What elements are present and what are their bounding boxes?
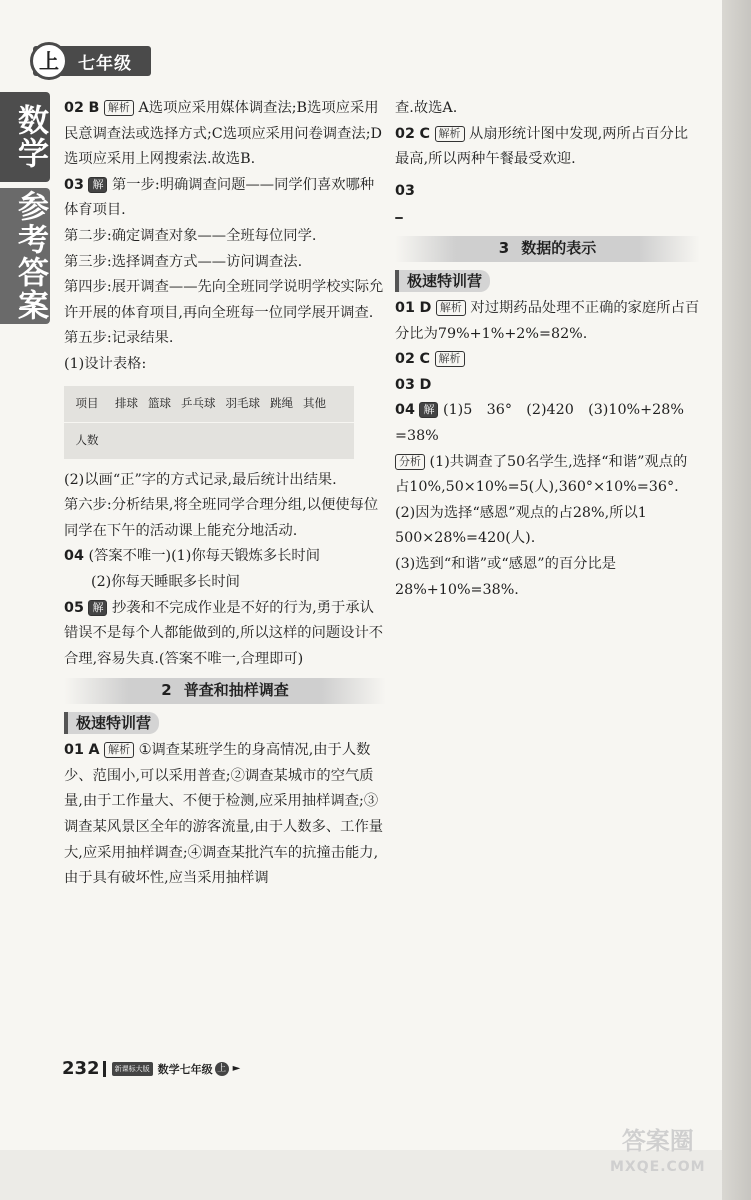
book-title: 数学七年级 xyxy=(157,1062,213,1076)
answer-text: (1)5 36° (2)420 (3)10%+28% xyxy=(443,402,684,419)
question-number: 01 xyxy=(64,742,84,759)
edition-badge: 新课标大版 xyxy=(112,1062,153,1076)
right-q02b xyxy=(395,347,700,373)
answer-letter: C xyxy=(419,125,430,142)
left-q03 xyxy=(64,173,386,224)
answer-line: (1)设计表格: xyxy=(64,355,147,372)
right-column xyxy=(395,96,700,603)
right-q03-analysis xyxy=(395,204,700,230)
table-cell: 乒乓球 xyxy=(181,395,216,410)
section-title: 普查和抽样调查 xyxy=(183,681,289,700)
answer-letter: B xyxy=(88,100,100,116)
answer-line: 查.故选A. xyxy=(395,100,458,116)
analysis-tag: 解析 xyxy=(435,351,465,367)
footer-divider xyxy=(103,1061,106,1077)
answer-line: 第四步:展开调查——先向全班同学说明学校实际允许开展的体育项目,再向全班每一位同学展开调查. xyxy=(64,279,384,321)
question-number: 03 xyxy=(64,176,84,193)
left-q04 xyxy=(64,544,386,570)
right-q01 xyxy=(395,296,700,347)
section-number: 2 xyxy=(161,681,172,700)
left-q02 xyxy=(64,96,386,173)
table-header-cell: 人数 xyxy=(75,432,99,447)
grade-circle: 上 xyxy=(30,42,68,80)
training-badge: 极速特训营 xyxy=(395,270,490,292)
answer-line: 第五步:记录结果. xyxy=(64,330,174,347)
question-number: 01 xyxy=(395,299,415,316)
answer-letter: D xyxy=(419,299,432,316)
analysis-tag: 解析 xyxy=(435,126,465,142)
solution-tag: 解 xyxy=(88,600,107,616)
left-q01 xyxy=(64,738,386,892)
solution-tag: 解 xyxy=(88,177,107,193)
section-number: 3 xyxy=(498,239,510,258)
watermark xyxy=(610,1128,706,1180)
answer-text: 从扇形统计图中发现,两所占百分比最高,所以两种午餐最受欢迎. xyxy=(395,125,689,168)
left-column xyxy=(64,96,386,892)
question-number: 03 xyxy=(395,376,415,393)
page-footer xyxy=(62,1058,240,1079)
table-cell: 其他 xyxy=(303,395,326,410)
volume-circle: 上 xyxy=(215,1062,229,1076)
answer-letter: D xyxy=(419,376,432,393)
grade-label: 七年级 xyxy=(78,54,132,74)
arrow-icon: ► xyxy=(232,1063,241,1074)
analysis-tag xyxy=(395,217,403,219)
answer-line: 第六步:分析结果,将全班同学合理分组,以便使每位同学在下午的活动课上能充分地活动. xyxy=(64,497,379,539)
table-cell: 排球 xyxy=(115,395,138,410)
answer-letter: C xyxy=(419,351,430,368)
table-cell: 羽毛球 xyxy=(225,395,260,410)
table-cell: 跳绳 xyxy=(270,395,293,410)
subject-tab: 数学 xyxy=(0,92,50,182)
answer-text: A选项应采用媒体调查法;B选项应采用民意调查法或选择方式;C选项应采用问卷调查法;D选项应采用上网搜索法.故选B. xyxy=(64,100,382,168)
answer-tab: 参考答案 xyxy=(0,188,50,324)
answer-line: 第三步:选择调查方式——访问调查法. xyxy=(64,253,303,270)
training-badge: 极速特训营 xyxy=(64,712,159,734)
right-q02 xyxy=(395,122,700,173)
analysis-tag: 分析 xyxy=(395,454,425,470)
table-row xyxy=(64,386,354,423)
watermark-text: 答案圈 xyxy=(621,1127,694,1155)
right-q03 xyxy=(395,179,700,205)
left-q05 xyxy=(64,596,386,673)
question-number: 02 xyxy=(395,125,415,142)
survey-table xyxy=(64,386,354,460)
analysis-tag: 解析 xyxy=(104,100,134,116)
section-title: 数据的表示 xyxy=(521,239,597,258)
answer-text: (1)共调查了50名学生,选择“和谐”观点的占10%,50×10%=5(人),360°×10%=36°. xyxy=(395,453,688,496)
answer-line: (2)你每天睡眠多长时间 xyxy=(91,573,240,590)
page-number: 232 xyxy=(62,1058,100,1079)
section-heading xyxy=(64,678,386,704)
right-q03b xyxy=(395,373,700,399)
answer-letter: A xyxy=(88,742,100,759)
right-q04-analysis xyxy=(395,450,700,501)
analysis-tag: 解析 xyxy=(104,742,134,758)
answer-text: (答案不唯一)(1)你每天锻炼多长时间 xyxy=(88,548,321,565)
watermark-url: MXQE.COM xyxy=(610,1159,706,1175)
table-cell: 篮球 xyxy=(148,395,171,410)
section-heading xyxy=(395,236,700,262)
question-number: 02 xyxy=(395,351,415,368)
question-number: 03 xyxy=(395,182,415,199)
question-number: 05 xyxy=(64,599,84,616)
question-number: 04 xyxy=(395,402,415,419)
answer-text: ①调查某班学生的身高情况,由于人数少、范围小,可以采用普查;②调查某城市的空气质量,由于工作量大、不便于检测,应采用抽样调查;③调查某风景区全年的游客流量,由于人数多、工作量大,应采用抽样调查;④调查某批汽车的抗撞击能力,由于具有破坏性,应当采用抽样调 xyxy=(64,742,384,887)
answer-line: (2)因为选择“感恩”观点的占28%,所以1 500×28%=420(人). xyxy=(395,504,647,547)
analysis-tag: 解析 xyxy=(436,300,466,316)
answer-text: 抄袭和不完成作业是不好的行为,勇于承认错误不是每个人都能做到的,所以这样的问题设计不合理,容易失真.(答案不唯一,合理即可) xyxy=(64,599,384,667)
table-row xyxy=(64,423,354,460)
answer-line: (2)以画“正”字的方式记录,最后统计出结果. xyxy=(64,471,337,488)
answer-line: =38% xyxy=(395,427,439,444)
answer-line: (3)选到“和谐”或“感恩”的百分比是28%+10%=38%. xyxy=(395,555,617,598)
book-binding xyxy=(722,0,751,1200)
table-header-cell: 项目 xyxy=(75,395,99,410)
solution-tag: 解 xyxy=(419,402,438,418)
question-number: 02 xyxy=(64,100,84,116)
question-number: 04 xyxy=(64,548,84,565)
answer-text: 第一步:明确调查问题——同学们喜欢哪种体育项目. xyxy=(64,176,375,219)
answer-text: 对过期药品处理不正确的家庭所占百分比为79%+1%+2%=82%. xyxy=(395,299,700,342)
right-q04 xyxy=(395,398,700,424)
answer-line: 第二步:确定调查对象——全班每位同学. xyxy=(64,227,317,244)
